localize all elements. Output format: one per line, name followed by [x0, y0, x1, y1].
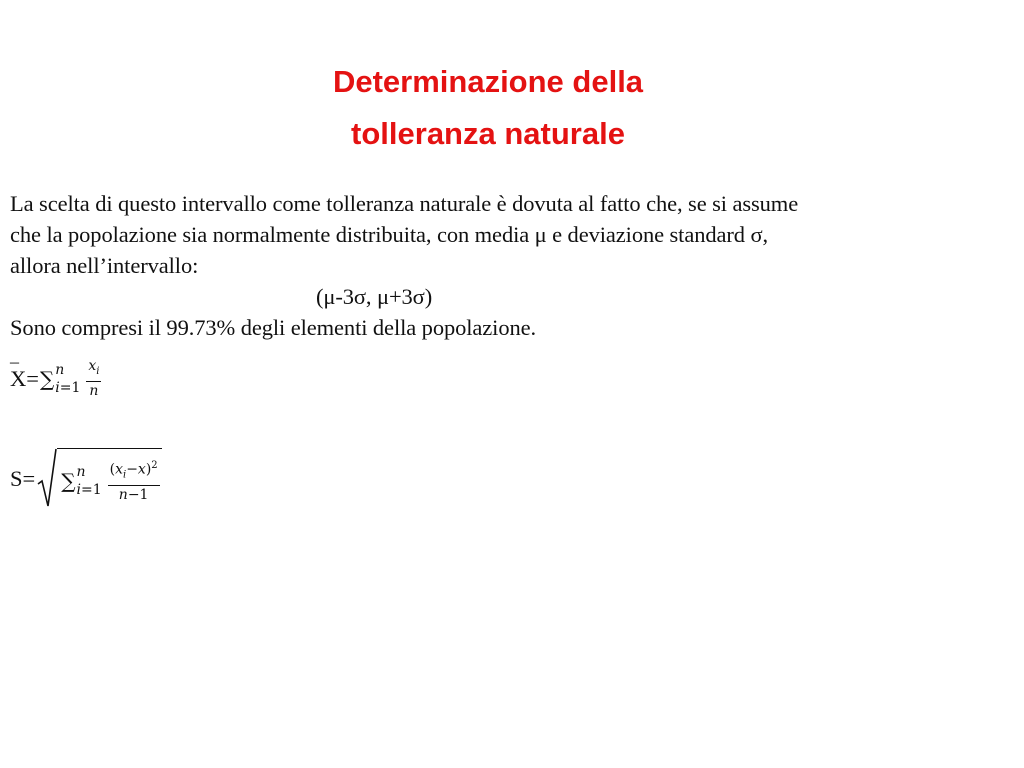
mean-sum-lower: i=1 [55, 379, 81, 396]
body-line-1: La scelta di questo intervallo come tolleranza naturale è dovuta al fatto che, se si assume [10, 191, 799, 216]
body-text [10, 188, 1010, 343]
std-denominator: n−1 [118, 486, 149, 503]
mean-bar-mark: _ [10, 344, 19, 365]
mean-sum-upper: n [55, 361, 65, 378]
mean-denominator: n [89, 382, 99, 399]
mean-sum-limits [55, 362, 80, 396]
std-sum-upper: n [76, 463, 86, 480]
std-lhs: S= [10, 466, 36, 491]
radicand [57, 448, 161, 510]
body-line-4: Sono compresi il 99.73% degli elementi della popolazione. [10, 315, 537, 340]
mean-lhs-text: X= [10, 365, 39, 391]
mean-numerator: $x_i$ [86, 358, 101, 382]
mean-sum-symbol: ∑ [39, 366, 55, 391]
std-sum-symbol: ∑ [61, 468, 76, 493]
mean-fraction [86, 358, 101, 400]
body-line-3: allora nell’intervallo: [10, 253, 199, 278]
mean-formula [10, 344, 101, 400]
title-line-1: Determinazione della [332, 64, 644, 99]
slide-title [238, 56, 738, 160]
radical-sign-icon [37, 448, 57, 510]
std-formula [10, 448, 162, 510]
mean-lhs [10, 344, 39, 392]
body-line-2: che la popolazione sia normalmente distribuita, con media μ e deviazione standard σ, [10, 222, 769, 247]
std-sum-limits [76, 464, 101, 498]
square-root [37, 448, 161, 510]
title-line-2: tolleranza naturale [351, 116, 625, 151]
std-fraction [108, 457, 160, 503]
std-sum-lower: i=1 [76, 481, 102, 498]
interval-expression: (μ-3σ, μ+3σ) [316, 284, 433, 309]
std-numerator: $(x_i-x)^2$ [108, 457, 160, 485]
